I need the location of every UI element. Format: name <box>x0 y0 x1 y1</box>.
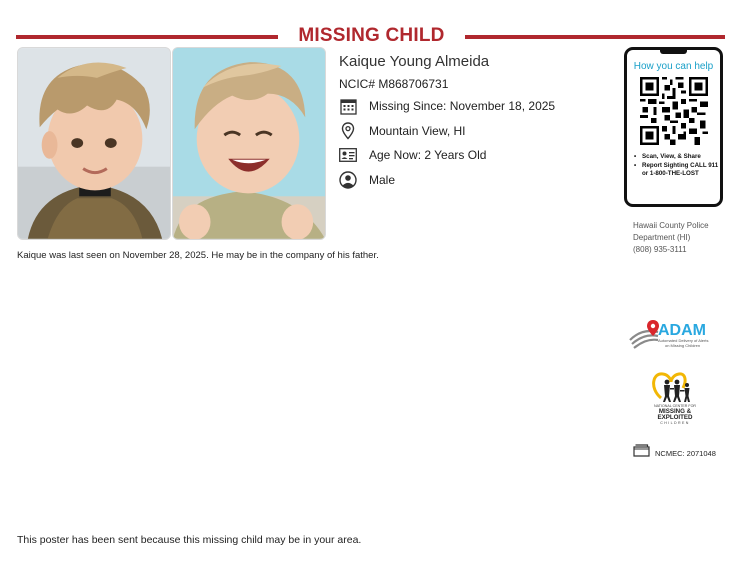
header-rule-right <box>465 35 725 39</box>
age-now: Age Now: 2 Years Old <box>369 148 487 162</box>
sex-row <box>339 170 395 190</box>
person-icon <box>339 171 357 189</box>
missing-since-row <box>339 96 555 116</box>
help-bullet: • Scan, View, & Share <box>633 153 719 161</box>
help-title: How you can help <box>633 61 714 72</box>
adam-tagline-1: Automated Delivery of Alerts <box>658 338 709 343</box>
poster-footer: This poster has been sent because this missing child may be in your area. <box>17 534 362 546</box>
header-rule-left <box>16 35 278 39</box>
sex: Male <box>369 173 396 187</box>
last-known-location: Mountain View, HI <box>369 124 466 138</box>
help-instructions <box>633 153 719 179</box>
missing-since: Missing Since: November 18, 2025 <box>369 99 556 113</box>
child-name: Kaique Young Almeida <box>339 53 490 70</box>
map-pin-icon <box>339 122 357 140</box>
poster-header <box>16 24 725 48</box>
poster-title: MISSING CHILD <box>298 25 445 46</box>
calendar-icon <box>339 97 357 115</box>
qr-code[interactable] <box>640 77 708 145</box>
phone-notch <box>660 49 687 54</box>
location-row <box>339 121 466 141</box>
child-photo-1-illustration <box>18 48 170 239</box>
age-row <box>339 145 486 165</box>
ncmec-line-3: EXPLOITED <box>657 414 693 421</box>
ncmec-line-2: MISSING & <box>658 408 692 415</box>
adam-tagline-2: on Missing Children <box>665 343 701 348</box>
ncic-number: NCIC# M868706731 <box>339 77 449 91</box>
help-bullet: • Report Sighting CALL 911 or 1-800-THE-LOST <box>633 162 719 178</box>
ncmec-case-row <box>633 446 716 460</box>
agency-name-line1: Hawaii County Police <box>633 221 709 230</box>
ncmec-logo <box>645 368 705 428</box>
adam-logo <box>628 318 720 352</box>
ncmec-line-4: CHILDREN <box>660 421 690 425</box>
ncmec-line-1: NATIONAL CENTER FOR <box>654 404 696 408</box>
agency-phone: (808) 935-3111 <box>633 245 687 254</box>
folder-icon <box>633 444 650 462</box>
agency-contact <box>633 220 733 256</box>
agency-name-line2: Department (HI) <box>633 233 691 242</box>
id-card-icon <box>339 146 357 164</box>
case-description: Kaique was last seen on November 28, 2025. He may be in the company of his father. <box>17 250 379 261</box>
help-panel <box>624 47 723 207</box>
child-photo-2 <box>172 47 326 240</box>
adam-wordmark: ADAM <box>658 322 706 339</box>
ncmec-case-number: NCMEC: 2071048 <box>655 448 716 458</box>
child-photo-2-illustration <box>173 48 325 239</box>
child-photo-1 <box>17 47 171 240</box>
